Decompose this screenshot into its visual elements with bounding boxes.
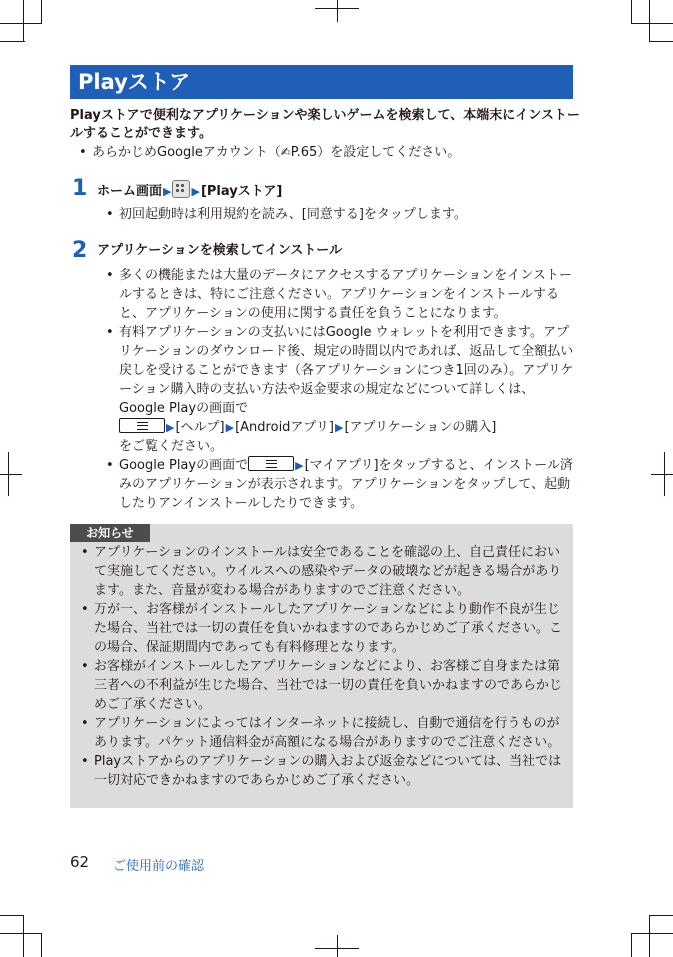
list-item: • 初回起動時は利用規約を読み、[同意する]をタップします。	[97, 205, 579, 224]
list-item: • 多くの機能または大量のデータにアクセスするアプリケーションをインストールするときは、特にご注意ください。アプリケーションをインストールすると、アプリケーションの使用に関する責任を負うことになります。	[97, 266, 579, 323]
page-reference[interactable]: P.65）を設定してください。	[290, 145, 461, 160]
step1-home: ホーム画面	[97, 184, 163, 199]
list-item	[97, 456, 579, 513]
arrow-icon: ▶	[191, 185, 200, 198]
step-number: 1	[72, 176, 88, 201]
page-number: 62	[70, 853, 90, 871]
list-item-text: [マイアプリ]をタップすると、インストール済みのアプリケーションが表示されます。アプリケーションをタップして、起動したりアンインストールしたりできます。	[119, 458, 573, 511]
arrow-icon: ▶	[225, 421, 235, 434]
step1-notes	[97, 205, 579, 224]
list-item-text: Google Playの画面で	[119, 458, 249, 473]
android-apps-label: [Androidアプリ]	[235, 420, 334, 435]
step2-notes	[97, 266, 579, 513]
help-label: [ヘルプ]	[175, 420, 225, 435]
arrow-icon: ▶	[166, 421, 175, 434]
purchase-label: [アプリケーションの購入]	[344, 420, 497, 435]
list-item-text: をご覧ください。	[119, 439, 224, 454]
apps-icon	[172, 180, 190, 198]
notes-box	[70, 524, 573, 808]
menu-key-icon	[119, 418, 165, 433]
note-item: • お客様がインストールしたアプリケーションなどにより、お客様ご自身または第三者への不利益が生じた場合、当社では一切の責任を負いかねますのであらかじめご了承ください。	[72, 657, 568, 714]
note-item: • アプリケーションによってはインターネットに接続し、自動で通信を行うものがあります。パケット通信料金が高額になる場合がありますのでご注意ください。	[72, 714, 568, 752]
pencil-ref-icon[interactable]: ✍	[280, 145, 291, 159]
list-item-text: 有料アプリケーションの支払いにはGoogle ウォレットを利用できます。アプリケーションのダウンロード後、規定の時間以内であれば、返品して全額払い戻しを受けることができます（各アプリケーションにつき1回のみ）。アプリケーション購入時の支払い方法や返金要求の規定などについて詳しくは、Google Playの画面で	[119, 325, 574, 416]
step-title: アプリケーションを検索してインストール	[97, 243, 343, 258]
intro-text: Playストアで便利なアプリケーションや楽しいゲームを検索して、本端末にインストールすることができます。	[70, 108, 580, 141]
step-title	[97, 180, 282, 201]
section-name: ご使用前の確認	[113, 859, 205, 874]
step-number: 2	[72, 238, 88, 263]
note-item: • 万が一、お客様がインストールしたアプリケーションなどにより動作不良が生じた場合、当社では一切の責任を負いかねますのであらかじめご了承ください。この場合、保証期間内であっても有料修理となります。	[72, 600, 568, 657]
note-item: • アプリケーションのインストールは安全であることを確認の上、自己責任において実施してください。ウイルスへの感染やデータの破壊などが起きる場合があります。また、音量が変わる場合がありますのでご注意ください。	[72, 543, 568, 600]
arrow-icon: ▶	[334, 421, 344, 434]
arrow-icon: ▶	[295, 459, 304, 472]
notes-list	[72, 543, 568, 790]
intro-note	[70, 143, 580, 162]
list-item	[97, 323, 579, 456]
note-item: • Playストアからのアプリケーションの購入および返金などについては、当社では一切対応できかねますのであらかじめご了承ください。	[72, 752, 568, 790]
page-title: Playストア	[70, 65, 573, 99]
arrow-icon: ▶	[163, 185, 172, 198]
notes-label: お知らせ	[70, 524, 150, 542]
intro-note-text: あらかじめGoogleアカウント（	[92, 145, 281, 160]
step1-play-store: [Playストア]	[200, 184, 283, 199]
menu-key-icon	[248, 456, 294, 471]
